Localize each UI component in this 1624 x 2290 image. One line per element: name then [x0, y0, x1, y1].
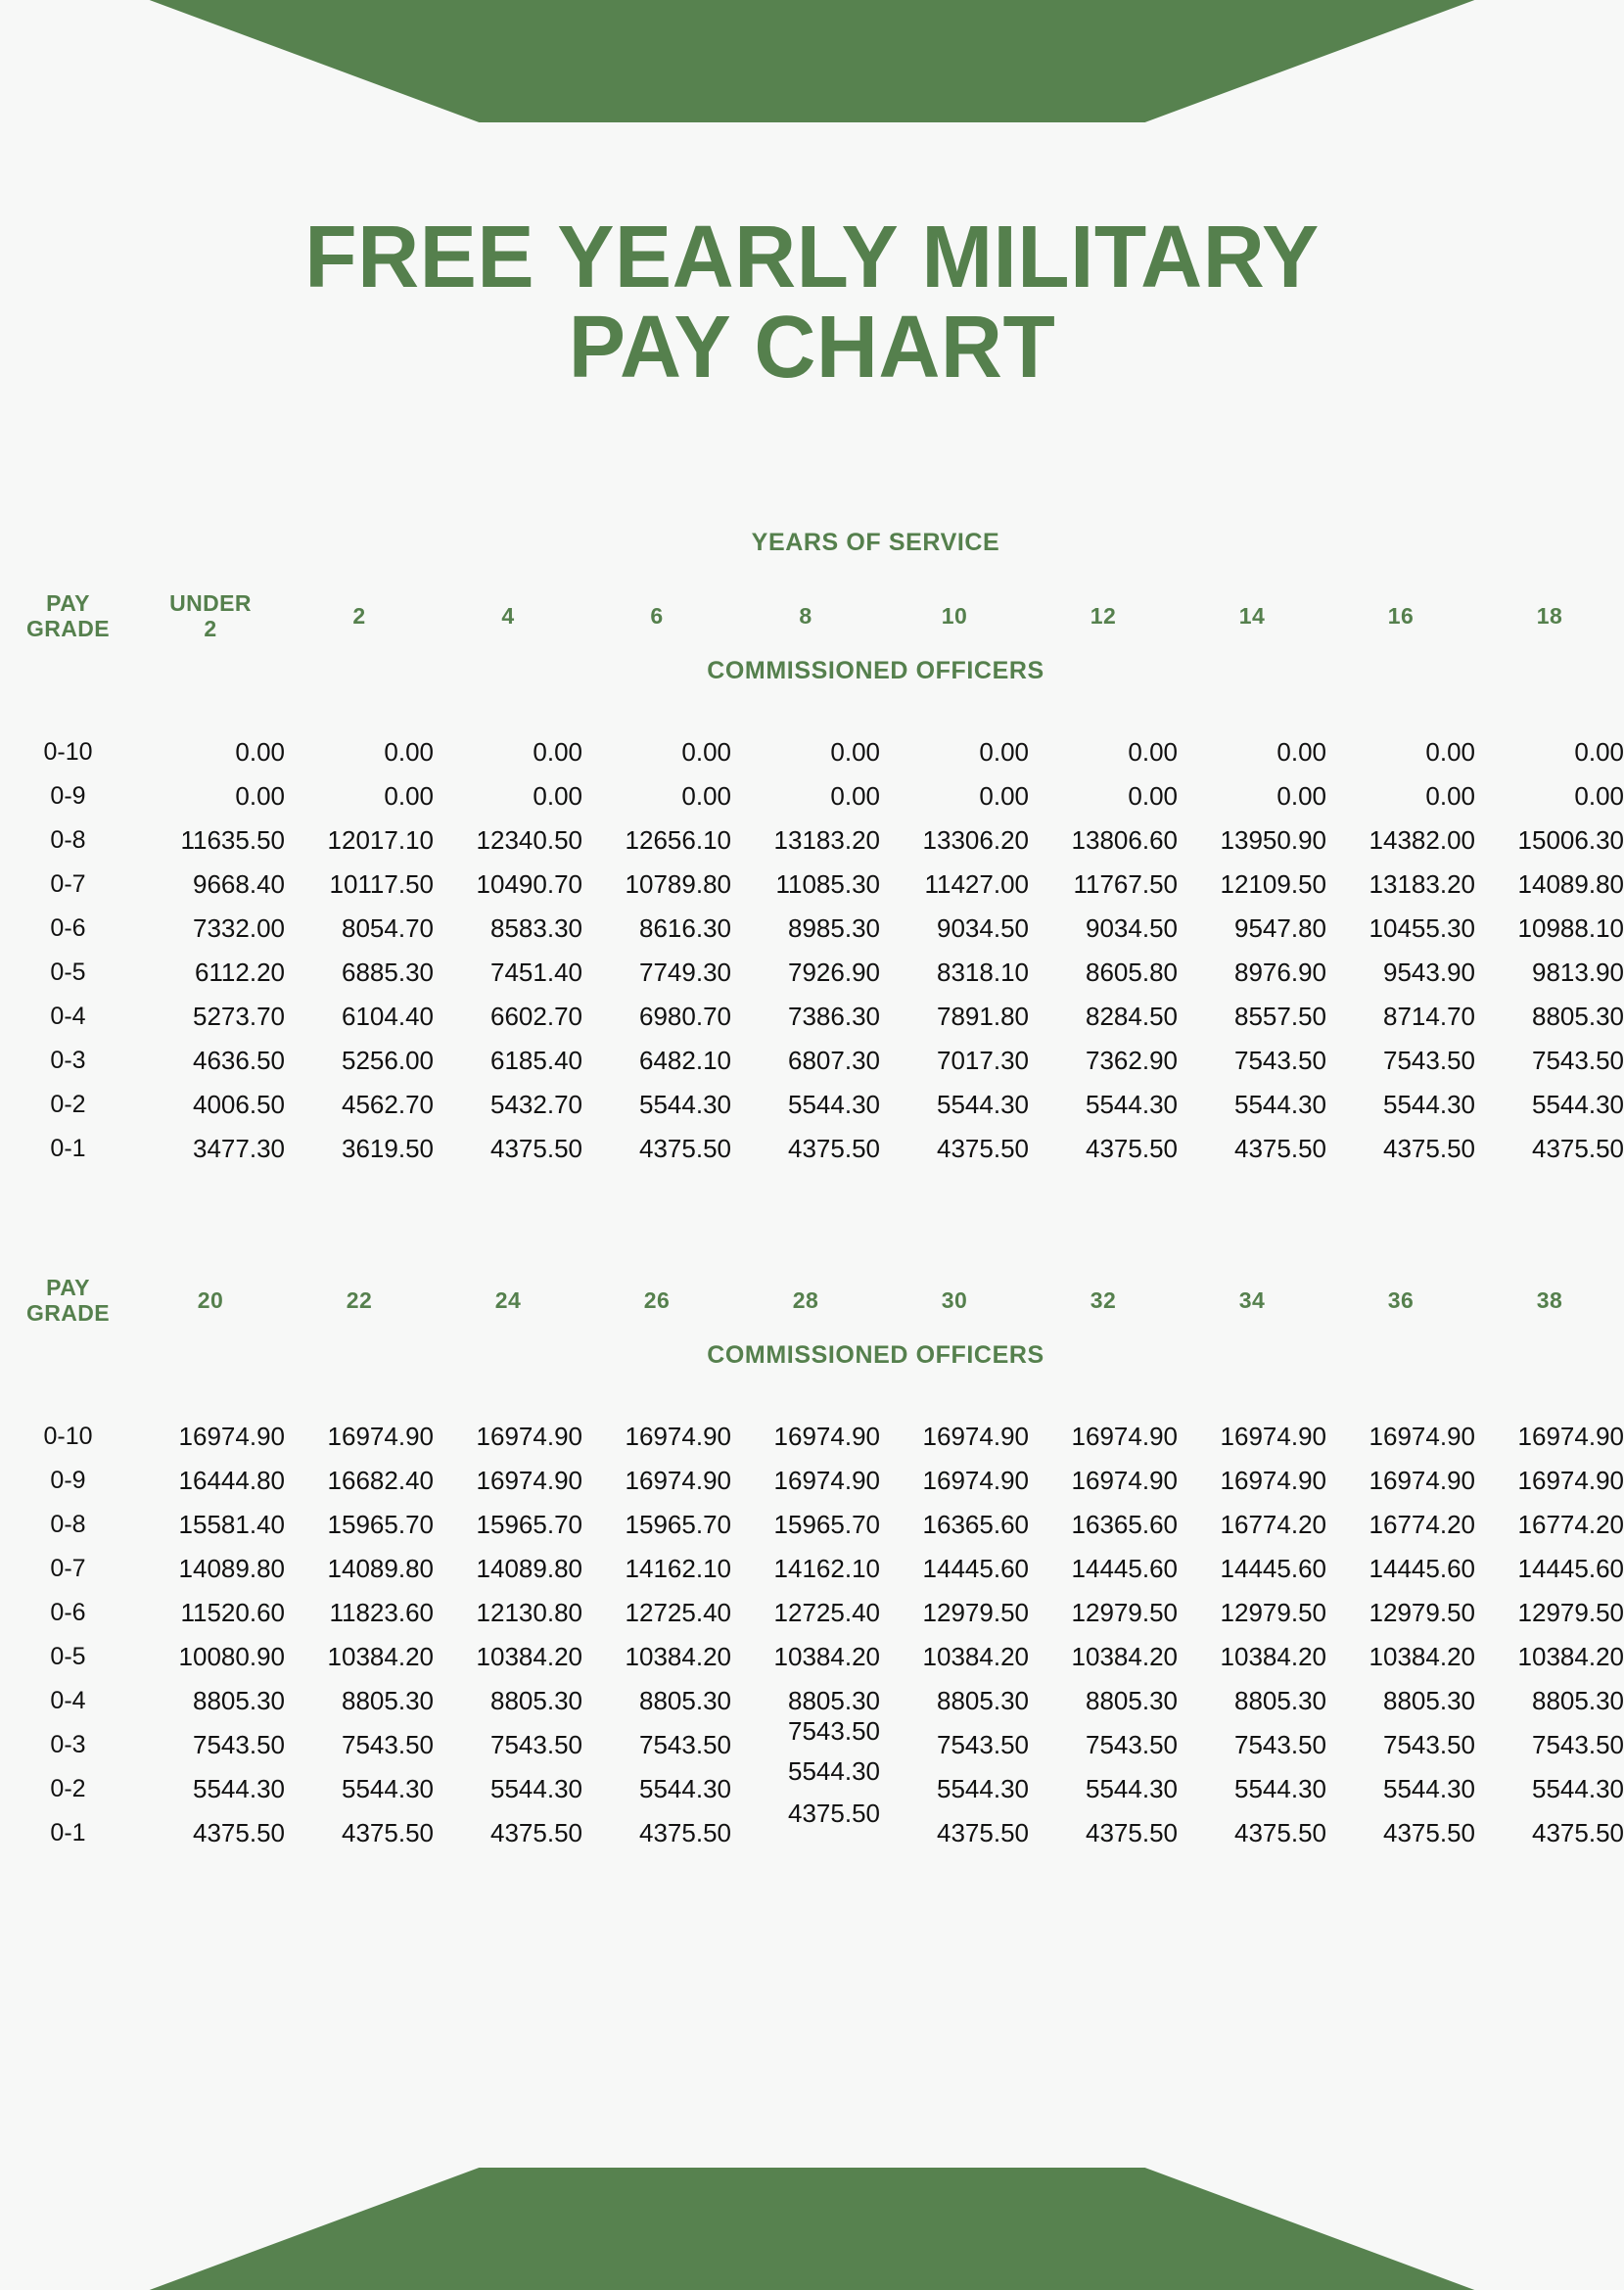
pay-value-cell: 5544.30	[1234, 1090, 1326, 1119]
pay-value-cell: 4375.50	[193, 1818, 285, 1847]
pay-value-cell: 8805.30	[1086, 1686, 1178, 1715]
pay-value-cell: 5432.70	[490, 1090, 582, 1119]
pay-value-cell: 13806.60	[1071, 825, 1178, 855]
pay-value-cell: 7749.30	[639, 958, 731, 987]
pay-value-cell: 8805.30	[788, 1686, 880, 1715]
table-row	[0, 774, 1624, 818]
pay-value-cell: 8805.30	[1383, 1686, 1475, 1715]
pay-value-cell: 6112.20	[194, 958, 285, 987]
pay-value-cell: 12979.50	[1369, 1598, 1475, 1627]
pay-table-1-body	[0, 730, 1624, 1171]
pay-value-cell: 14089.80	[327, 1554, 434, 1583]
pay-value-cell: 0.00	[1425, 737, 1475, 767]
pay-value-cell: 16974.90	[1517, 1466, 1624, 1495]
pay-value-cell: 4375.50	[1086, 1134, 1178, 1163]
table-row	[0, 907, 1624, 951]
pay-table-1-header	[0, 577, 1624, 657]
column-header-38: 38	[1536, 1287, 1563, 1314]
pay-value-cell: 0.00	[681, 781, 731, 811]
pay-value-cell: 8805.30	[1234, 1686, 1326, 1715]
pay-value-cell: 10384.20	[1071, 1642, 1178, 1671]
pay-value-cell: 7543.50	[937, 1730, 1029, 1759]
spacer	[0, 1370, 1624, 1415]
column-header-line2: 2	[204, 616, 217, 641]
pay-grade-cell: 0-2	[50, 1091, 86, 1118]
pay-grade-cell: 0-8	[50, 826, 86, 854]
pay-value-cell: 11823.60	[329, 1598, 434, 1627]
pay-value-cell: 16974.90	[1517, 1422, 1624, 1451]
pay-value-cell: 7543.50	[1532, 1730, 1624, 1759]
pay-value-cell: 8318.10	[937, 958, 1029, 987]
pay-value-cell: 5544.30	[1532, 1090, 1624, 1119]
spacer	[0, 557, 1624, 577]
pay-grade-cell: 0-5	[50, 958, 86, 986]
decorative-bottom-banner	[0, 2168, 1624, 2290]
table-row	[0, 1547, 1624, 1591]
pay-value-cell: 16974.90	[1369, 1422, 1475, 1451]
table-row	[0, 863, 1624, 907]
pay-value-cell: 12979.50	[1071, 1598, 1178, 1627]
pay-value-cell: 0.00	[533, 737, 582, 767]
pay-value-cell: 8985.30	[788, 913, 880, 943]
pay-value-cell: 12656.10	[625, 825, 731, 855]
pay-grade-cell: 0-1	[50, 1819, 86, 1846]
pay-value-cell: 5544.30	[1532, 1774, 1624, 1803]
column-header-8: 8	[799, 603, 812, 630]
pay-value-cell: 10490.70	[476, 869, 582, 899]
pay-value-cell: 7543.50	[1086, 1730, 1178, 1759]
pay-value-cell: 9813.90	[1532, 958, 1624, 987]
pay-value-cell: 14089.80	[1517, 869, 1624, 899]
pay-value-cell: 10384.20	[773, 1642, 880, 1671]
column-header-28: 28	[792, 1287, 819, 1314]
pay-value-cell: 4636.50	[193, 1046, 285, 1075]
pay-value-cell: 14445.60	[1220, 1554, 1326, 1583]
pay-value-cell: 7332.00	[193, 913, 285, 943]
pay-value-cell: 5544.30	[1086, 1090, 1178, 1119]
pay-value-cell: 16365.60	[922, 1510, 1029, 1539]
pay-value-cell: 14445.60	[1517, 1554, 1624, 1583]
pay-value-cell: 3619.50	[342, 1134, 434, 1163]
pay-value-cell: 7543.50	[1234, 1046, 1326, 1075]
pay-grade-header-line2: GRADE	[25, 616, 111, 641]
pay-value-cell: 8605.80	[1086, 958, 1178, 987]
pay-value-cell: 5544.30	[1234, 1774, 1326, 1803]
pay-value-cell: 5544.30	[639, 1774, 731, 1803]
pay-value-cell: 16974.90	[476, 1466, 582, 1495]
pay-value-cell: 16974.90	[1071, 1422, 1178, 1451]
pay-value-cell: 16774.20	[1517, 1510, 1624, 1539]
pay-value-cell: 8805.30	[490, 1686, 582, 1715]
pay-value-cell: 7891.80	[937, 1002, 1029, 1031]
pay-value-cell: 0.00	[979, 737, 1029, 767]
pay-value-cell: 8583.30	[490, 913, 582, 943]
table-row	[0, 818, 1624, 863]
pay-value-cell: 10384.20	[625, 1642, 731, 1671]
pay-value-cell: 5273.70	[193, 1002, 285, 1031]
pay-value-cell: 16974.90	[178, 1422, 285, 1451]
column-header-line1: UNDER	[169, 590, 252, 617]
pay-value-cell: 4375.50	[937, 1818, 1029, 1847]
pay-value-cell: 15965.70	[773, 1510, 880, 1539]
table-row	[0, 1415, 1624, 1459]
pay-value-cell: 15965.70	[327, 1510, 434, 1539]
pay-value-cell: 4006.50	[193, 1090, 285, 1119]
pay-value-cell: 10789.80	[625, 869, 731, 899]
pay-value-cell: 16974.90	[922, 1422, 1029, 1451]
pay-value-cell: 7543.50	[1234, 1730, 1326, 1759]
pay-value-cell: 9543.90	[1383, 958, 1475, 987]
decorative-top-banner	[0, 0, 1624, 122]
column-header-20: 20	[197, 1287, 224, 1314]
pay-value-cell: 3477.30	[193, 1134, 285, 1163]
pay-value-cell: 12979.50	[1220, 1598, 1326, 1627]
pay-value-cell: 8284.50	[1086, 1002, 1178, 1031]
spacer	[0, 1171, 1624, 1261]
pay-grade-cell: 0-9	[50, 1467, 86, 1494]
column-header-2: 2	[352, 603, 366, 630]
pay-value-cell: 4562.70	[342, 1090, 434, 1119]
pay-value-cell: 16974.90	[922, 1466, 1029, 1495]
pay-value-cell: 5544.30	[1383, 1090, 1475, 1119]
pay-table-2-header	[0, 1261, 1624, 1341]
table-header-row	[0, 577, 1624, 657]
pay-value-cell: 16974.90	[1220, 1466, 1326, 1495]
pay-value-cell: 10988.10	[1517, 913, 1624, 943]
pay-value-cell: 5256.00	[342, 1046, 434, 1075]
column-header-32: 32	[1090, 1287, 1117, 1314]
pay-value-cell: 16974.90	[625, 1466, 731, 1495]
pay-value-cell: 8557.50	[1234, 1002, 1326, 1031]
pay-value-cell: 8714.70	[1383, 1002, 1475, 1031]
pay-value-cell: 5544.30	[1383, 1774, 1475, 1803]
pay-value-cell: 7451.40	[490, 958, 582, 987]
column-header-12: 12	[1090, 603, 1117, 630]
pay-value-cell: 4375.50	[1532, 1818, 1624, 1847]
pay-value-cell: 5544.30	[193, 1774, 285, 1803]
pay-value-cell: 7017.30	[937, 1046, 1029, 1075]
pay-value-cell: 10080.90	[178, 1642, 285, 1671]
pay-value-cell: 5544.30	[342, 1774, 434, 1803]
pay-value-cell: 10384.20	[1369, 1642, 1475, 1671]
page-title-line2: PAY CHART	[568, 298, 1056, 397]
pay-value-cell: 9034.50	[937, 913, 1029, 943]
column-header-30: 30	[941, 1287, 968, 1314]
pay-value-cell: 12725.40	[773, 1598, 880, 1627]
pay-grade-header	[0, 1261, 136, 1341]
column-header-16: 16	[1387, 603, 1415, 630]
pay-value-cell: 11520.60	[180, 1598, 285, 1627]
pay-value-cell: 16974.90	[476, 1422, 582, 1451]
pay-value-cell: 7926.90	[788, 958, 880, 987]
pay-value-cell: 0.00	[533, 781, 582, 811]
table-row	[0, 951, 1624, 995]
pay-value-cell: 14089.80	[178, 1554, 285, 1583]
pay-value-cell: 4375.50	[490, 1134, 582, 1163]
section-label-commissioned-officers-1: COMMISSIONED OFFICERS	[707, 657, 1044, 684]
pay-value-cell: 11635.50	[180, 825, 285, 855]
pay-value-cell: 16365.60	[1071, 1510, 1178, 1539]
pay-value-cell: 12979.50	[922, 1598, 1029, 1627]
pay-value-cell: 6185.40	[490, 1046, 582, 1075]
pay-grade-header-line1: PAY	[46, 1275, 90, 1301]
pay-value-cell: 0.00	[235, 781, 285, 811]
column-header-18: 18	[1536, 603, 1563, 630]
years-of-service-label: YEARS OF SERVICE	[751, 529, 1000, 556]
pay-grade-cell: 0-10	[43, 738, 93, 766]
pay-value-cell: 12017.10	[327, 825, 434, 855]
pay-value-cell: 14445.60	[1369, 1554, 1475, 1583]
pay-grade-cell: 0-7	[50, 1555, 86, 1582]
pay-value-cell: 15006.30	[1517, 825, 1624, 855]
pay-value-cell: 16444.80	[178, 1466, 285, 1495]
pay-value-cell: 7543.50	[1383, 1730, 1475, 1759]
table-header-row	[0, 1261, 1624, 1341]
pay-value-cell: 8805.30	[937, 1686, 1029, 1715]
pay-value-cell: 5544.30	[490, 1774, 582, 1803]
pay-value-cell: 8805.30	[1532, 1686, 1624, 1715]
pay-value-cell: 7543.50	[193, 1730, 285, 1759]
pay-grade-cell: 0-5	[50, 1643, 86, 1670]
pay-value-cell: 7543.50	[639, 1730, 731, 1759]
pay-value-cell: 0.00	[830, 737, 880, 767]
page-title-line1: FREE YEARLY MILITARY	[304, 209, 1320, 306]
pay-value-cell: 14445.60	[1071, 1554, 1178, 1583]
pay-value-cell: 14089.80	[476, 1554, 582, 1583]
pay-value-cell: 16974.90	[773, 1466, 880, 1495]
pay-value-cell: 0.00	[830, 781, 880, 811]
pay-value-cell: 16974.90	[327, 1422, 434, 1451]
pay-value-cell: 6602.70	[490, 1002, 582, 1031]
table-row	[0, 1127, 1624, 1171]
pay-grade-cell: 0-6	[50, 914, 86, 942]
pay-value-cell: 4375.50	[1383, 1818, 1475, 1847]
pay-value-cell: 10384.20	[476, 1642, 582, 1671]
pay-value-cell: 6104.40	[342, 1002, 434, 1031]
pay-value-cell: 10117.50	[329, 869, 434, 899]
pay-value-cell: 4375.50	[639, 1134, 731, 1163]
pay-value-cell: 0.00	[1425, 781, 1475, 811]
pay-value-cell: 4375.50	[788, 1134, 880, 1163]
pay-value-cell: 0.00	[1128, 781, 1178, 811]
pay-grade-cell: 0-3	[50, 1731, 86, 1758]
column-header-10: 10	[941, 603, 968, 630]
pay-grade-cell: 0-8	[50, 1511, 86, 1538]
pay-grade-cell: 0-4	[50, 1003, 86, 1030]
pay-grade-cell: 0-3	[50, 1047, 86, 1074]
column-header-24: 24	[494, 1287, 522, 1314]
pay-value-cell: 9034.50	[1086, 913, 1178, 943]
table-row	[0, 1591, 1624, 1635]
pay-value-cell: 8805.30	[342, 1686, 434, 1715]
pay-value-cell: 6885.30	[342, 958, 434, 987]
pay-value-cell: 9668.40	[193, 869, 285, 899]
pay-value-cell: 0.00	[235, 737, 285, 767]
table-row	[0, 995, 1624, 1039]
pay-value-cell: 8805.30	[1532, 1002, 1624, 1031]
pay-value-cell: 4375.50	[1234, 1134, 1326, 1163]
pay-value-cell: 11085.30	[775, 869, 880, 899]
pay-value-cell: 14162.10	[625, 1554, 731, 1583]
column-header-under-2	[136, 577, 285, 657]
pay-value-cell: 16974.90	[1369, 1466, 1475, 1495]
pay-value-cell: 9547.80	[1234, 913, 1326, 943]
pay-value-cell: 15581.40	[178, 1510, 285, 1539]
pay-chart-sheet	[0, 529, 1624, 1855]
pay-value-cell: 8054.70	[342, 913, 434, 943]
column-header-4: 4	[501, 603, 515, 630]
pay-value-cell: 0.00	[384, 737, 434, 767]
pay-value-cell: 0.00	[979, 781, 1029, 811]
spacer	[0, 685, 1624, 730]
pay-grade-cell: 0-9	[50, 782, 86, 810]
pay-value-cell: 0.00	[1276, 781, 1326, 811]
pay-value-cell: 0.00	[681, 737, 731, 767]
pay-grade-cell: 0-7	[50, 870, 86, 898]
pay-value-cell: 7543.50	[490, 1730, 582, 1759]
column-header-14: 14	[1238, 603, 1266, 630]
pay-value-cell: 4375.50	[639, 1818, 731, 1847]
pay-value-cell: 4375.50	[490, 1818, 582, 1847]
pay-value-cell: 7543.50	[1383, 1046, 1475, 1075]
pay-value-cell: 6807.30	[788, 1046, 880, 1075]
column-header-34: 34	[1238, 1287, 1266, 1314]
pay-value-cell: 6482.10	[639, 1046, 731, 1075]
pay-value-cell: 14162.10	[773, 1554, 880, 1583]
pay-value-cell: 12725.40	[625, 1598, 731, 1627]
pay-value-cell: 0.00	[1276, 737, 1326, 767]
pay-table-2-rows	[0, 1415, 1624, 1855]
column-header-6: 6	[650, 603, 664, 630]
pay-value-cell: 0.00	[384, 781, 434, 811]
pay-value-cell: 10384.20	[327, 1642, 434, 1671]
pay-value-cell: 0.00	[1574, 737, 1624, 767]
pay-value-cell: 13950.90	[1220, 825, 1326, 855]
pay-value-cell: 11767.50	[1073, 869, 1178, 899]
pay-value-cell: 4375.50	[1383, 1134, 1475, 1163]
pay-value-cell: 13183.20	[1369, 869, 1475, 899]
pay-value-cell: 5544.30	[937, 1090, 1029, 1119]
table-row	[0, 1039, 1624, 1083]
pay-value-cell: 11427.00	[924, 869, 1029, 899]
pay-value-cell: 8976.90	[1234, 958, 1326, 987]
pay-value-cell: 14445.60	[922, 1554, 1029, 1583]
pay-value-cell: 5544.30	[937, 1774, 1029, 1803]
pay-value-cell: 5544.30	[788, 1756, 880, 1786]
table-row	[0, 1459, 1624, 1503]
table-row	[0, 1635, 1624, 1679]
pay-value-cell: 5544.30	[639, 1090, 731, 1119]
pay-value-cell: 16974.90	[1220, 1422, 1326, 1451]
pay-value-cell: 10384.20	[1517, 1642, 1624, 1671]
pay-grade-cell: 0-2	[50, 1775, 86, 1802]
pay-value-cell: 4375.50	[937, 1134, 1029, 1163]
column-header-22: 22	[346, 1287, 373, 1314]
pay-value-cell: 7386.30	[788, 1002, 880, 1031]
pay-value-cell: 14382.00	[1369, 825, 1475, 855]
pay-grade-cell: 0-1	[50, 1135, 86, 1162]
column-header-26: 26	[643, 1287, 671, 1314]
column-header-36: 36	[1387, 1287, 1415, 1314]
pay-value-cell: 12979.50	[1517, 1598, 1624, 1627]
pay-value-cell: 4375.50	[788, 1799, 880, 1828]
pay-grade-cell: 0-6	[50, 1599, 86, 1626]
pay-value-cell: 6980.70	[639, 1002, 731, 1031]
pay-value-cell: 4375.50	[1086, 1818, 1178, 1847]
section-label-commissioned-officers-2: COMMISSIONED OFFICERS	[707, 1341, 1044, 1369]
pay-value-cell: 16682.40	[327, 1466, 434, 1495]
pay-value-cell: 10384.20	[922, 1642, 1029, 1671]
pay-grade-header	[0, 577, 136, 657]
pay-value-cell: 12130.80	[476, 1598, 582, 1627]
pay-value-cell: 16974.90	[625, 1422, 731, 1451]
table-row	[0, 1503, 1624, 1547]
table-row	[0, 730, 1624, 774]
pay-value-cell: 0.00	[1128, 737, 1178, 767]
pay-value-cell: 0.00	[1574, 781, 1624, 811]
pay-value-cell: 13183.20	[773, 825, 880, 855]
pay-table-1-rows	[0, 730, 1624, 1171]
pay-value-cell: 8805.30	[639, 1686, 731, 1715]
pay-value-cell: 16974.90	[1071, 1466, 1178, 1495]
pay-value-cell: 7543.50	[342, 1730, 434, 1759]
pay-value-cell: 10384.20	[1220, 1642, 1326, 1671]
pay-value-cell: 16774.20	[1369, 1510, 1475, 1539]
pay-value-cell: 10455.30	[1369, 913, 1475, 943]
pay-value-cell: 4375.50	[342, 1818, 434, 1847]
pay-grade-cell: 0-10	[43, 1423, 93, 1450]
pay-grade-header-line2: GRADE	[25, 1300, 111, 1326]
pay-value-cell: 12340.50	[476, 825, 582, 855]
table-row	[0, 1811, 1624, 1855]
pay-value-cell: 8616.30	[639, 913, 731, 943]
pay-value-cell: 15965.70	[476, 1510, 582, 1539]
pay-value-cell: 4375.50	[1234, 1818, 1326, 1847]
pay-value-cell: 5544.30	[788, 1090, 880, 1119]
table-row	[0, 1083, 1624, 1127]
pay-value-cell: 7543.50	[788, 1716, 880, 1746]
pay-value-cell: 16774.20	[1220, 1510, 1326, 1539]
pay-grade-cell: 0-4	[50, 1687, 86, 1714]
pay-table-2-body	[0, 1415, 1624, 1855]
pay-value-cell: 7362.90	[1086, 1046, 1178, 1075]
pay-value-cell: 4375.50	[1532, 1134, 1624, 1163]
pay-value-cell: 15965.70	[625, 1510, 731, 1539]
pay-value-cell: 16974.90	[773, 1422, 880, 1451]
pay-grade-header-line1: PAY	[46, 590, 90, 617]
pay-value-cell: 12109.50	[1220, 869, 1326, 899]
pay-value-cell: 5544.30	[1086, 1774, 1178, 1803]
pay-value-cell: 8805.30	[193, 1686, 285, 1715]
page-title	[0, 209, 1624, 397]
pay-value-cell: 7543.50	[1532, 1046, 1624, 1075]
pay-value-cell: 13306.20	[922, 825, 1029, 855]
